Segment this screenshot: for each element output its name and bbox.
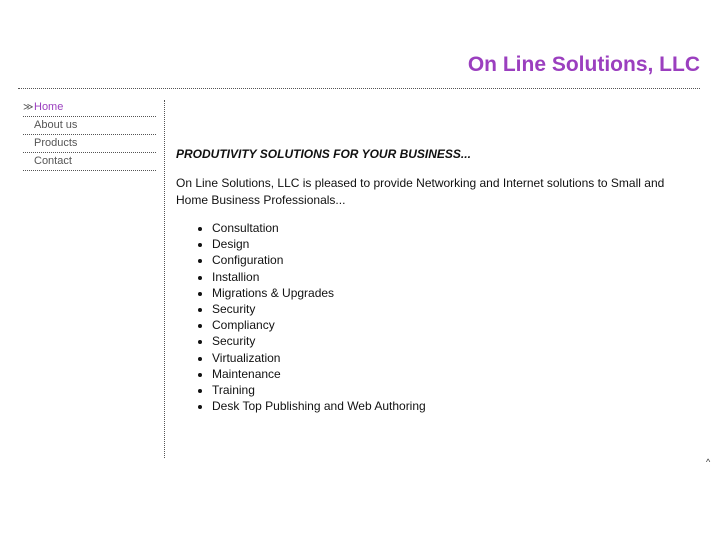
nav-item-products[interactable] [23,135,156,153]
scroll-to-top-icon[interactable]: ^ [706,457,711,467]
nav-item-about-us[interactable] [23,117,156,135]
service-item: • Migrations & Upgrades [212,285,696,301]
header-divider [18,88,700,89]
main-content [176,147,696,414]
tagline: PRODUTIVITY SOLUTIONS FOR YOUR BUSINESS... [176,147,471,161]
nav-item-home[interactable] [23,99,156,117]
service-item: • Maintenance [212,366,696,382]
nav-link-products[interactable]: Products [34,137,78,149]
service-item: • Training [212,382,696,398]
nav-link-contact[interactable]: Contact [34,155,72,167]
service-item: • Security [212,301,696,317]
service-item: • Virtualization [212,350,696,366]
nav-link-about-us[interactable]: About us [34,119,78,131]
nav-item-contact[interactable] [23,153,156,171]
service-item: • Configuration [212,252,696,268]
sidebar-nav [23,99,156,171]
services-list [176,220,696,414]
service-item: • Consultation [212,220,696,236]
service-item: • Compliancy [212,317,696,333]
intro-paragraph: On Line Solutions, LLC is pleased to provide Networking and Internet solutions to Small and Home Business Professionals... [176,176,665,207]
sidebar-divider [164,100,165,458]
site-title: On Line Solutions, LLC [467,53,700,76]
service-item: • Installion [212,269,696,285]
service-item: • Security [212,333,696,349]
service-item: • Design [212,236,696,252]
service-item: • Desk Top Publishing and Web Authoring [212,398,696,414]
active-marker-icon: ≫ [23,102,34,113]
nav-link-home[interactable]: Home [34,101,64,113]
